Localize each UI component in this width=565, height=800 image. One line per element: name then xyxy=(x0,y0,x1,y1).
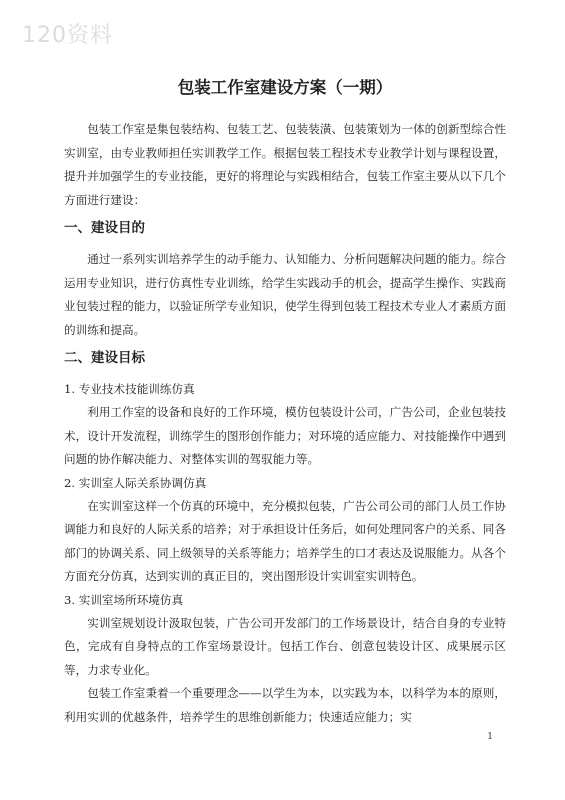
document-title: 包装工作室建设方案（一期） xyxy=(177,78,393,97)
page-number: 1 xyxy=(487,732,493,742)
watermark-logo: 120资料 xyxy=(22,23,113,48)
document-body xyxy=(64,74,506,729)
purpose-paragraph: 通过一系列实训培养学生的动手能力、认知能力、分析问题解决问题的能力。综合运用专业知识，进行仿真性专业训练，给学生实践动手的机会，提高学生操作、实践商业包装过程的能力，以验证所学专业知识，使学生得到包装工程技术专业人才素质方面的训练和提高。 xyxy=(64,252,506,337)
goal-item-title: 3. 实训室场所环境仿真 xyxy=(64,592,184,607)
section-heading-purpose: 一、建设目的 xyxy=(64,220,145,236)
goal-item-body: 利用工作室的设备和良好的工作环境，模仿包装设计公司，广告公司，企业包装技术，设计开发流程，训练学生的图形创作能力；对环境的适应能力、对技能操作中遇到问题的协作解决能力、对整体实训的驾驭能力等。 xyxy=(64,405,506,466)
section-heading-goals: 二、建设目标 xyxy=(64,350,145,366)
intro-paragraph: 包装工作室是集包装结构、包装工艺、包装装潢、包装策划为一体的创新型综合性实训室，由专业教师担任实训教学工作。根据包装工程技术专业教学计划与课程设置，提升并加强学生的专业技能，更好的将理论与实践相结合，包装工作室主要从以下几个方面进行建设： xyxy=(64,122,506,207)
goal-item-body: 实训室规划设计汲取包装，广告公司开发部门的工作场景设计，结合自身的专业特色，完成有自身特点的工作室场景设计。包括工作台、创意包装设计区、成果展示区等，力求专业化。 xyxy=(64,615,506,677)
goal-item-title: 1. 专业技术技能训练仿真 xyxy=(64,382,195,396)
goal-item-title: 2. 实训室人际关系协调仿真 xyxy=(64,475,207,490)
goal-item-body: 在实训室这样一个仿真的环境中，充分模拟包装，广告公司公司的部门人员工作协调能力和良好的人际关系的培养；对于承担设计任务后，如何处理同客户的关系、同各部门的协调关系、同上级领导的关系等能力；培养学生的口才表达及说服能力。从各个方面充分仿真，达到实训的真正目的，突出图形设计实训室实训特色。 xyxy=(64,498,506,583)
closing-paragraph: 包装工作室秉着一个重要理念——以学生为本，以实践为本，以科学为本的原则，利用实训的优越条件，培养学生的思维创新能力；快速适应能力；实 xyxy=(64,686,506,724)
